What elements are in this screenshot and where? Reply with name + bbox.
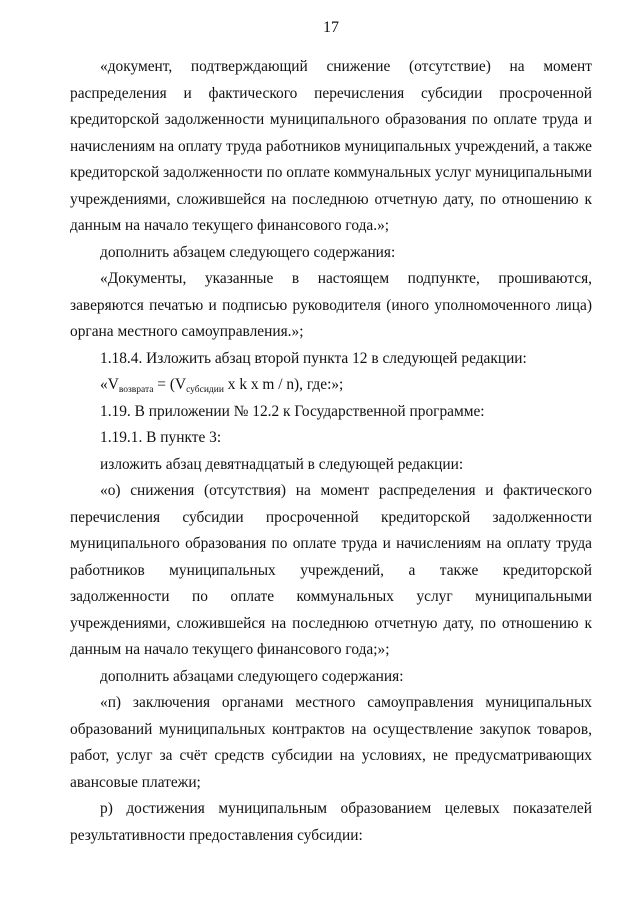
paragraph-clause-o: «о) снижения (отсутствия) на момент распределения и фактического перечисления субсидии просроченной кредиторской задолженности муниципального образования по оплате труда и начислениям на оплату труда работников муниципальных учреждений, а также кредиторской задолженности по оплате коммунальных услуг муниципальными учреждениями, сложившейся на последнюю отчетную дату, по отношению к данным на начало текущего финансового года;»; [70, 482, 592, 658]
paragraph-add-clause: дополнить абзацем следующего содержания: [100, 243, 396, 261]
paragraph-clause-r: р) достижения муниципальным образованием целевых показателей результативности предоставления субсидии: [70, 800, 592, 844]
formula-return-volume [70, 372, 592, 399]
paragraph-nineteenth-clause: изложить абзац девятнадцатый в следующей редакции: [100, 455, 464, 473]
formula-close: x k x m / n), где:»; [223, 376, 344, 393]
formula-open: «V [100, 376, 119, 393]
formula-subscript-subsidy: субсидии [186, 385, 224, 395]
formula-subscript-return: возврата [118, 385, 154, 395]
document-page [70, 18, 592, 849]
paragraph-documents-sealed: «Документы, указанные в настоящем подпункте, прошиваются, заверяются печатью и подписью руководителя (иного уполномоченного лица) органа местного самоуправления.»; [70, 270, 592, 340]
paragraph-add-clauses: дополнить абзацами следующего содержания: [100, 667, 404, 685]
formula-middle: = (V [153, 376, 187, 393]
paragraph-item-1-19: 1.19. В приложении № 12.2 к Государственной программе: [100, 402, 485, 420]
page-number: 17 [323, 19, 339, 36]
paragraph-clause-p: «п) заключения органами местного самоуправления муниципальных образований муниципальных контрактов на осуществление закупок товаров, работ, услуг за счёт средств субсидии на условиях, не предусматривающих авансовые платежи; [70, 694, 592, 791]
paragraph-item-1-19-1: 1.19.1. В пункте 3: [100, 429, 222, 446]
paragraph-document-confirming: «документ, подтверждающий снижение (отсутствие) на момент распределения и фактического перечисления субсидии просроченной кредиторской задолженности муниципального образования по оплате труда и начислениям на оплату труда работников муниципальных учреждений, а также кредиторской задолженности по оплате коммунальных услуг муниципальными учреждениями, сложившейся на последнюю отчетную дату, по отношению к данным на начало текущего финансового года.»; [70, 58, 592, 234]
paragraph-item-1-18-4: 1.18.4. Изложить абзац второй пункта 12 в следующей редакции: [100, 349, 527, 367]
